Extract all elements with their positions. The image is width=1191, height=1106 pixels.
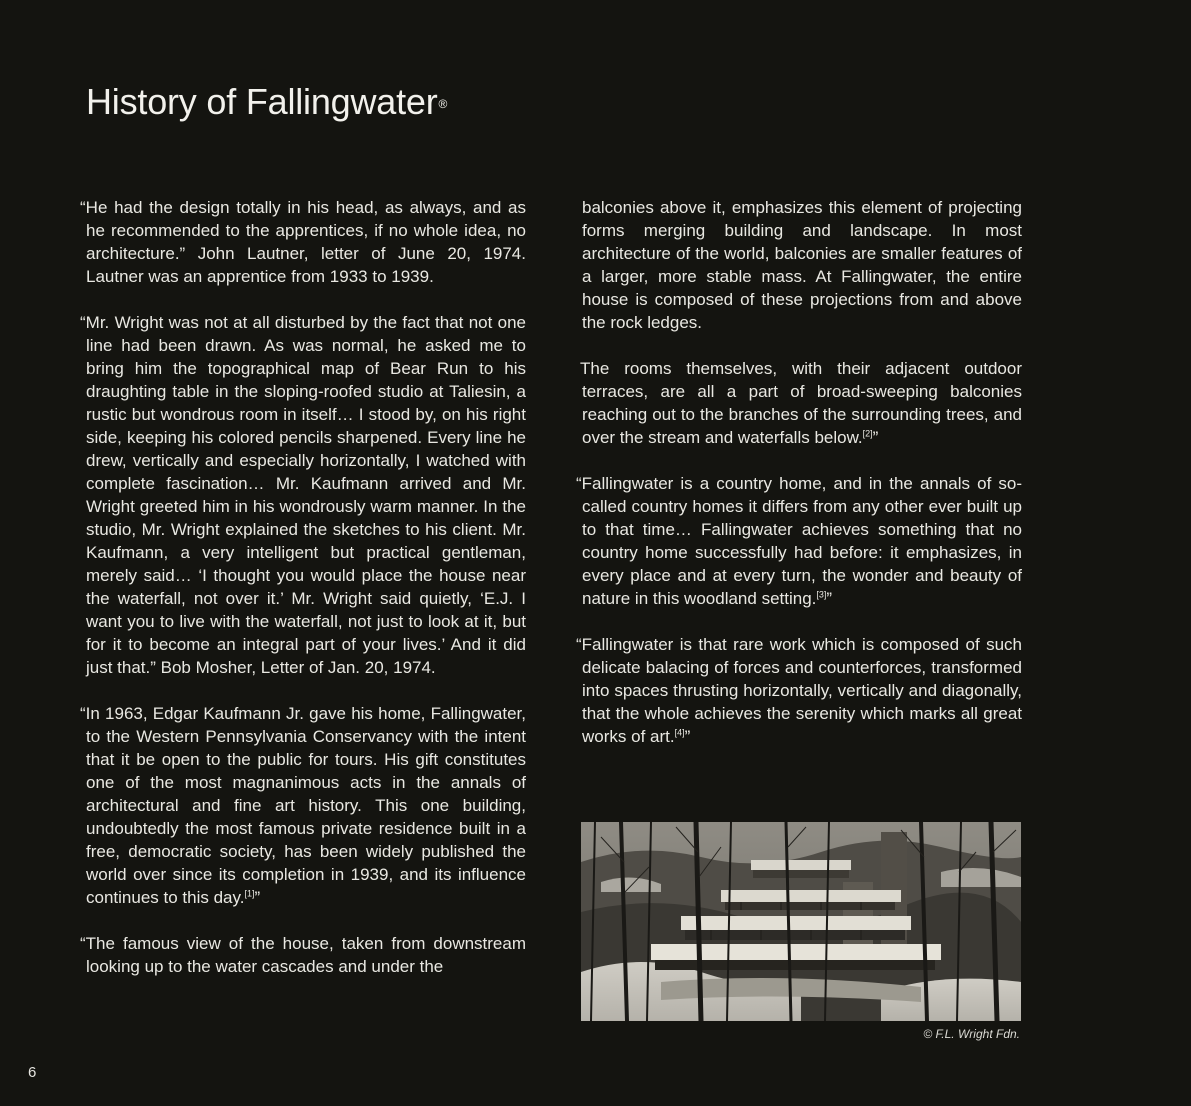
fallingwater-photo — [581, 822, 1021, 1021]
paragraph-text: “Fallingwater is a country home, and in the annals of so-called country homes it differs from any other ever built up to that time… Fallingwater achieves something that no country home successfully had before: it emphasizes, in every place and at every turn, the wonder and beauty of nature in this woodland setting. — [576, 474, 1022, 608]
registered-mark: ® — [438, 97, 448, 111]
photo-credit: © F.L. Wright Fdn. — [923, 1027, 1020, 1041]
quote-mosher — [80, 311, 526, 679]
footnote-ref: [1] — [244, 888, 255, 899]
quote-country-home — [576, 472, 1022, 610]
closing-quote: ” — [872, 428, 879, 447]
paragraph-text: “Mr. Wright was not at all disturbed by the fact that not one line had been drawn. As was normal, he asked me to bring him the topographical map of Bear Run to his draughting table in the sloping-roofed studio at Taliesin, a rustic but wondrous room in itself… I stood by, on his right side, keeping his colored pencils sharpened. Every line he drew, vertically and especially horizontally, I watched with complete fascination… Mr. Kaufmann arrived and Mr. Wright greeted him in his wondrously warm manner. In the studio, Mr. Wright explained the sketches to his client. Mr. Kaufmann, a very intelligent but practical gentleman, merely said… ‘I thought you would place the house near the waterfall, not over it.’ Mr. Wright said quietly, ‘E.J. I want you to live with the waterfall, not just to look at it, but for it to become an integral part of your lives.’ And it did just that.” Bob Mosher, Letter of Jan. 20, 1974. — [80, 313, 526, 677]
closing-quote: ” — [254, 888, 261, 907]
quote-lautner — [80, 196, 526, 288]
page-number: 6 — [28, 1064, 37, 1081]
page-title-text: History of Fallingwater — [86, 81, 438, 122]
paragraph-text: “Fallingwater is that rare work which is composed of such delicate balacing of forces and counterforces, transformed into spaces thrusting horizontally, vertically and diagonally, that the whole achieves the serenity which marks all great works of art. — [576, 635, 1022, 746]
paragraph-text: “The famous view of the house, taken from downstream looking up to the water cascades and under the — [80, 934, 526, 976]
quote-gift — [80, 702, 526, 909]
footnote-ref: [2] — [862, 428, 873, 439]
paragraph-rooms — [576, 357, 1022, 449]
closing-quote: ” — [826, 589, 833, 608]
paragraph-text: The rooms themselves, with their adjacent outdoor terraces, are all a part of broad-sweeping balconies reaching out to the branches of the surrounding trees, and over the stream and waterfalls below. — [580, 359, 1022, 447]
paragraph-text: balconies above it, emphasizes this element of projecting forms merging building and landscape. In most architecture of the world, balconies are smaller features of a larger, more stable mass. At Fallingwater, the entire house is composed of these projections from and above the rock ledges. — [582, 198, 1022, 332]
right-text-column — [576, 196, 1022, 771]
paragraph-text: “He had the design totally in his head, as always, and as he recommended to the apprentices, if no whole idea, no architecture.” John Lautner, letter of June 20, 1974. Lautner was an apprentice from 1933 to 1939. — [80, 198, 526, 286]
left-text-column — [80, 196, 526, 1001]
closing-quote: ” — [684, 727, 691, 746]
footnote-ref: [3] — [816, 589, 827, 600]
quote-rare-work — [576, 633, 1022, 748]
quote-famous-view — [80, 932, 526, 978]
paragraph-text: “In 1963, Edgar Kaufmann Jr. gave his home, Fallingwater, to the Western Pennsylvania Conservancy with the intent that it be open to the public for tours. His gift constitutes one of the most magnanimous acts in the annals of architectural and fine art history. This one building, undoubtedly the most famous private residence built in a free, democratic society, has been widely published the world over since its completion in 1939, and its influence continues to this day. — [80, 704, 526, 907]
quote-famous-view-continued — [576, 196, 1022, 334]
page-title — [86, 80, 447, 124]
footnote-ref: [4] — [674, 727, 685, 738]
